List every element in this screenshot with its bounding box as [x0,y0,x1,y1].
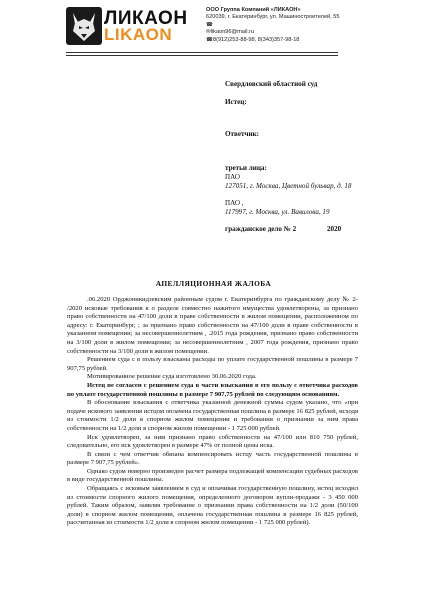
paragraph-bold: Истец не согласен с решением суда в части взыскания в его пользу с ответчика расходов по уплате государственной пошлины в размере 7 907,75 рублей по следующим основаниям. [67,381,358,398]
brand-name: ЛИКАОН [104,8,188,29]
third-party-1-name: ПАО [225,173,241,181]
paragraph: Однако судом неверно произведен расчет размера подлежащей компенсации судебных расходов в виде государственной пошлины. [67,467,358,484]
case-number: гражданское дело № 2 [225,225,297,233]
company-email: ✉likaon96@mail.ru [206,29,254,36]
header-divider [66,52,338,53]
company-logo [66,7,102,45]
company-name: ООО Группа Компаний «ЛИКАОН» [206,7,301,13]
document-title: АПЕЛЛЯЦИОННАЯ ЖАЛОБА [155,279,272,288]
document-body [67,296,358,528]
paragraph: Мотивированное решение суда изготовлено 30.06.2020 года. [87,373,257,381]
paragraph: Решением суда с в пользу взысканы расходы по уплате государственной пошлины в размере 7 907,75 рублей. [67,356,358,372]
paragraph: Обращаясь с исковым заявлением в суд и оплачивая государственную пошлину, истец исходил из стоимости спорного жилого помещения, определенного договором купли-продажи - 3 450 000 рублей. Таким образом, заявляя требование о признании права собственности на 1/2 доли (50/100 доли) в спорном жилом помещении, оплачена государственная пошлина в размере 16 825 рублей, рассчитанная из стоимости 1/2 доли в спорном жилом помещении - 1 725 000 рублей). [67,485,358,527]
paragraph: В связи с чем ответчик обязана компенсировать истцу часть государственной пошлины в размере 7 907,75 рублей». [67,450,358,467]
third-party-1-address: 127051, г. Москва, Цветной бульвар, д. 18 [225,182,352,190]
third-party-2-name: ПАО , [225,199,244,207]
case-year: 2020 [327,225,342,233]
court-name: Свердловский областной суд [225,80,318,88]
wolf-logo-icon [66,7,102,45]
company-details [206,7,416,44]
brand-name-latin: LIKAON [104,25,173,44]
company-address: 620039, г. Екатеринбург, ул. Машиностроителей, 55 [206,14,340,21]
paragraph: В обоснование взыскания с ответчика указанной денежной суммы судом указано, что «при подаче искового заявления истцом оплачена государственная пошлина в размере 16 825 рублей, исходя из стоимости 1/2 доли в спорном жилом помещении и требования о признании за ним права собственности на 1/2 доли в спорном жилом помещении - 1 725 000 рублей. [67,399,358,432]
defendant-label: Ответчик: [225,130,260,138]
company-phone-line: ☎ [206,21,213,28]
plaintiff-label: Истец: [225,98,247,106]
third-parties-label: третьи лица: [225,164,267,172]
paragraph: Иск удовлетворен, за ним признано право собственности на 47/100 или 810 750 рублей, следовательно, его иск удовлетворен в размере 47% от полной цены иска. [67,433,358,450]
third-party-2-address: 117997, г. Москва, ул. Вавилова, 19 [225,208,330,216]
paragraph: .06.2020 Орджоникидзевским районным судом г. Екатеринбурга по гражданскому делу № 2- /2020 исковые требования к о разделе совместно нажитого имущества удовлетворены, за признано право собственности на 47/100 доли в праве собственности в жилом помещении, расположенном по адресу: г. Екатеринбург, ; за признано право собственности на 47/100 доли в праве собственности в указанном помещении; за несовершеннолетним , .2015 года рождения, признано право собственности на 3/100 доли в жилом помещении; за несовершеннолетним , 2007 года рождения, признано право собственности на 3/100 доли в жилом помещении. [67,296,358,355]
header-divider-secondary [66,55,338,56]
company-phones: ☎8(912)253-88-98, 8(343)357-98-18 [206,36,300,43]
